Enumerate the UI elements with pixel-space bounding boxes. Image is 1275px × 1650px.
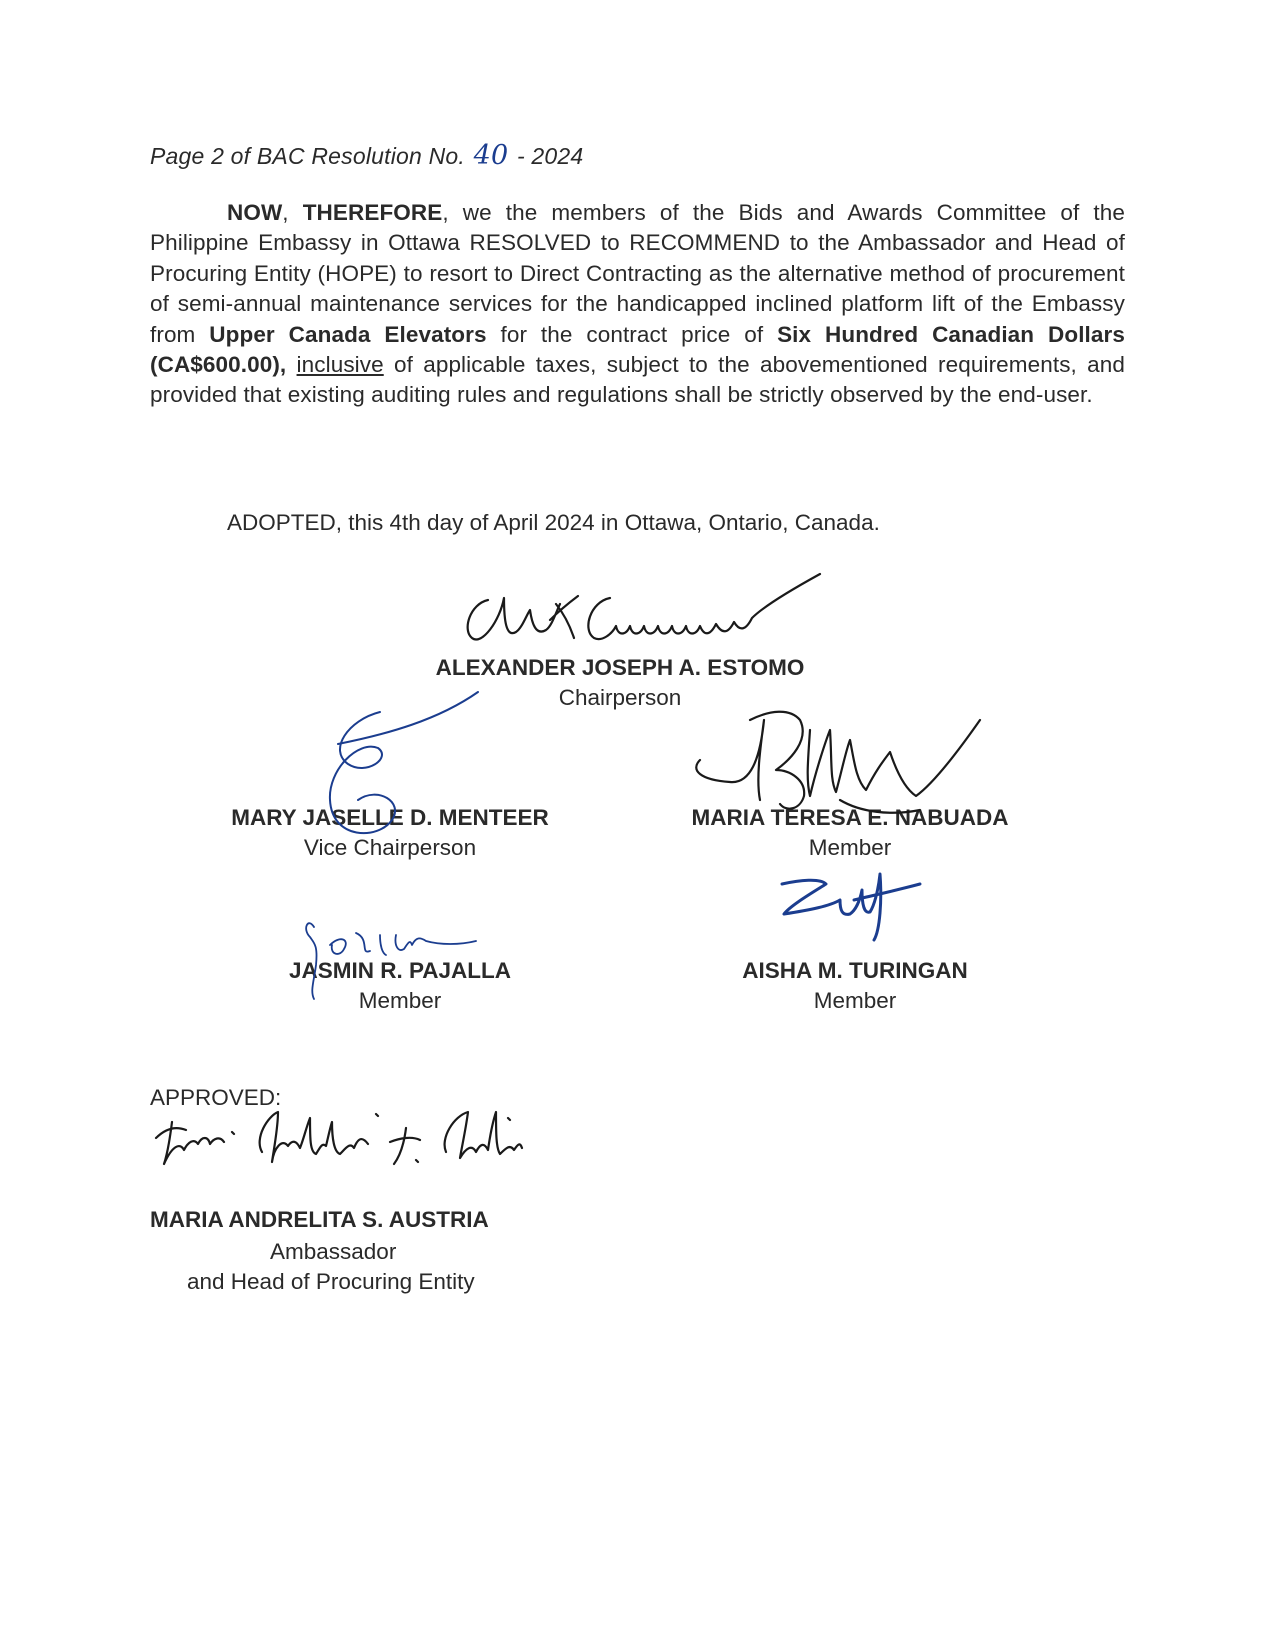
supplier-name: Upper Canada Elevators — [209, 321, 487, 347]
member-pajalla-name: JASMIN R. PAJALLA — [288, 958, 512, 983]
lead-therefore: THEREFORE — [302, 200, 443, 225]
inclusive-term: inclusive — [296, 352, 384, 378]
header-suffix: - 2024 — [516, 143, 584, 169]
vice-chair-name: MARY JASELLE D. MENTEER — [231, 805, 549, 830]
member-pajalla-signature-block — [240, 958, 560, 1014]
resolution-text-4: of applicable taxes, subject to the abovementioned requirements, and provided that existing auditing rules and regulations shall be strictly observed by the end-user. — [150, 352, 1125, 408]
header-prefix: Page 2 of BAC Resolution No. — [150, 143, 465, 169]
contract-price: Six Hundred Canadian Dollars (CA$600.00), — [150, 321, 1125, 378]
chair-signature-block — [410, 655, 830, 711]
vice-chair-role: Vice Chairperson — [303, 835, 477, 860]
adopted-statement: ADOPTED, this 4th day of April 2024 in Ottawa, Ontario, Canada. — [227, 510, 880, 535]
chair-name: ALEXANDER JOSEPH A. ESTOMO — [435, 655, 805, 680]
member-turingan-name: AISHA M. TURINGAN — [742, 958, 968, 983]
hope-role-2: and Head of Procuring Entity — [187, 1269, 475, 1294]
hope-name: MARIA ANDRELITA S. AUSTRIA — [150, 1207, 489, 1232]
member-nabuada-signature-block — [660, 805, 1040, 861]
hope-signature-block — [150, 1207, 489, 1295]
resolution-text-2: for the contract price of — [486, 321, 778, 347]
page-header — [150, 140, 583, 171]
hope-role-1: Ambassador — [270, 1239, 397, 1264]
hope-signature — [150, 1108, 520, 1178]
member-turingan-signature — [770, 870, 920, 950]
resolution-paragraph: NOW, THEREFORE, we the members of the Bids and Awards Committee of the Philippine Embassy in Ottawa RESOLVED to RECOMMEND to the Ambassador and Head of Procuring Entity (HOPE) to resort to Direct Contracting as the alternative method of procurement of semi-annual maintenance services for the handicapped inclined platform lift of the Embassy from Upper Canada Elevators for the contract price of Six Hundred Canadian Dollars (CA$600.00), inclusive of applicable taxes, subject to the abovementioned requirements, and provided that existing auditing rules and regulations shall be strictly observed by the end-user. — [150, 200, 1125, 408]
resolution-text-1: , we the members of the Bids and Awards Committee of the Philippine Embassy in Ottawa RESOLVED to RECOMMEND to the Ambassador and Head of Procuring Entity (HOPE) to resort to Direct Contracting as the alternative method of procurement of semi-annual maintenance services for the handicapped inclined platform lift of the Embassy from — [150, 200, 1125, 347]
member-pajalla-role: Member — [358, 988, 442, 1013]
member-nabuada-role: Member — [808, 835, 892, 860]
lead-now: NOW — [227, 200, 283, 225]
vice-chair-signature-block — [200, 805, 580, 861]
chair-role: Chairperson — [558, 685, 682, 710]
member-nabuada-name: MARIA TERESA E. NABUADA — [691, 805, 1009, 830]
approved-label: APPROVED: — [150, 1085, 282, 1110]
member-turingan-signature-block — [690, 958, 1020, 1014]
member-turingan-role: Member — [813, 988, 897, 1013]
resolution-number: 40 — [473, 140, 509, 171]
